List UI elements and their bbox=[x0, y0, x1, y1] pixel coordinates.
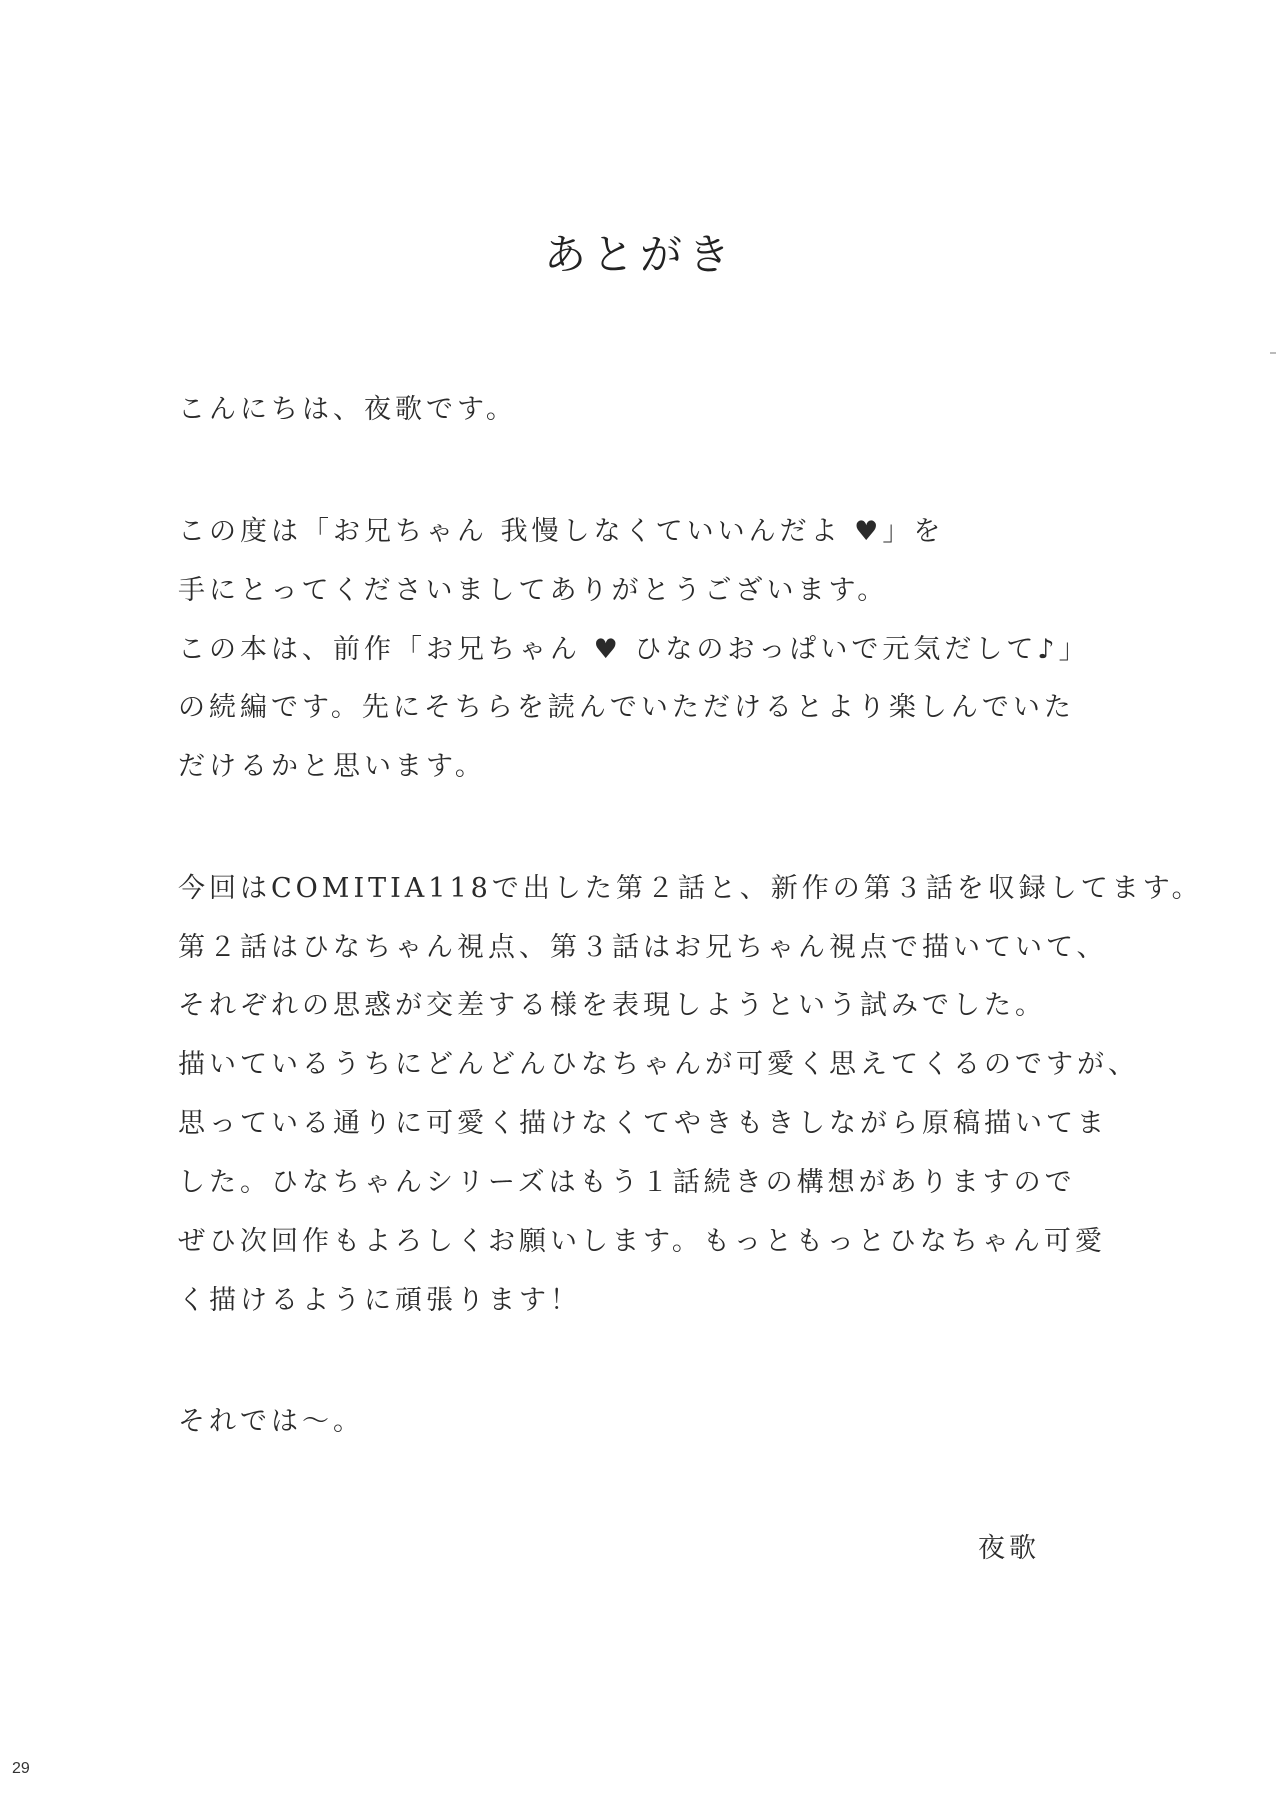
author-signature: 夜歌 bbox=[978, 1533, 1040, 1564]
text-line: の続編です。先にそちらを読んでいただけるとより楽しんでいた bbox=[178, 692, 1075, 723]
text-line: 描いているうちにどんどんひなちゃんが可愛く思えてくるのですが、 bbox=[178, 1049, 1139, 1080]
greeting-line: こんにちは、夜歌です。 bbox=[178, 394, 517, 425]
text-line: この本は、前作「お兄ちゃん ♥ ひなのおっぱいで元気だして♪」 bbox=[178, 634, 1090, 665]
text-line: 第２話はひなちゃん視点、第３話はお兄ちゃん視点で描いていて、 bbox=[178, 932, 1108, 963]
text-line: 手にとってくださいましてありがとうございます。 bbox=[178, 575, 889, 606]
scan-edge-mark bbox=[1270, 352, 1276, 354]
text-line: ぜひ次回作もよろしくお願いします。もっともっとひなちゃん可愛 bbox=[178, 1226, 1106, 1257]
text-line: した。ひなちゃんシリーズはもう１話続きの構想がありますので bbox=[178, 1167, 1076, 1198]
text-line: 今回はCOMITIA118で出した第２話と、新作の第３話を収録してます。 bbox=[178, 873, 1203, 904]
closing-line: それでは～。 bbox=[178, 1406, 364, 1437]
text-line: それぞれの思惑が交差する様を表現しようという試みでした。 bbox=[178, 990, 1046, 1021]
text-line: この度は「お兄ちゃん 我慢しなくていいんだよ ♥」を bbox=[178, 516, 945, 547]
page-title: あとがき bbox=[543, 230, 736, 279]
text-line: く描けるように頑張ります！ bbox=[178, 1285, 581, 1316]
page-number: 29 bbox=[12, 1760, 30, 1777]
text-line: だけるかと思います。 bbox=[178, 751, 486, 782]
text-line: 思っている通りに可愛く描けなくてやきもきしながら原稿描いてま bbox=[178, 1108, 1108, 1139]
